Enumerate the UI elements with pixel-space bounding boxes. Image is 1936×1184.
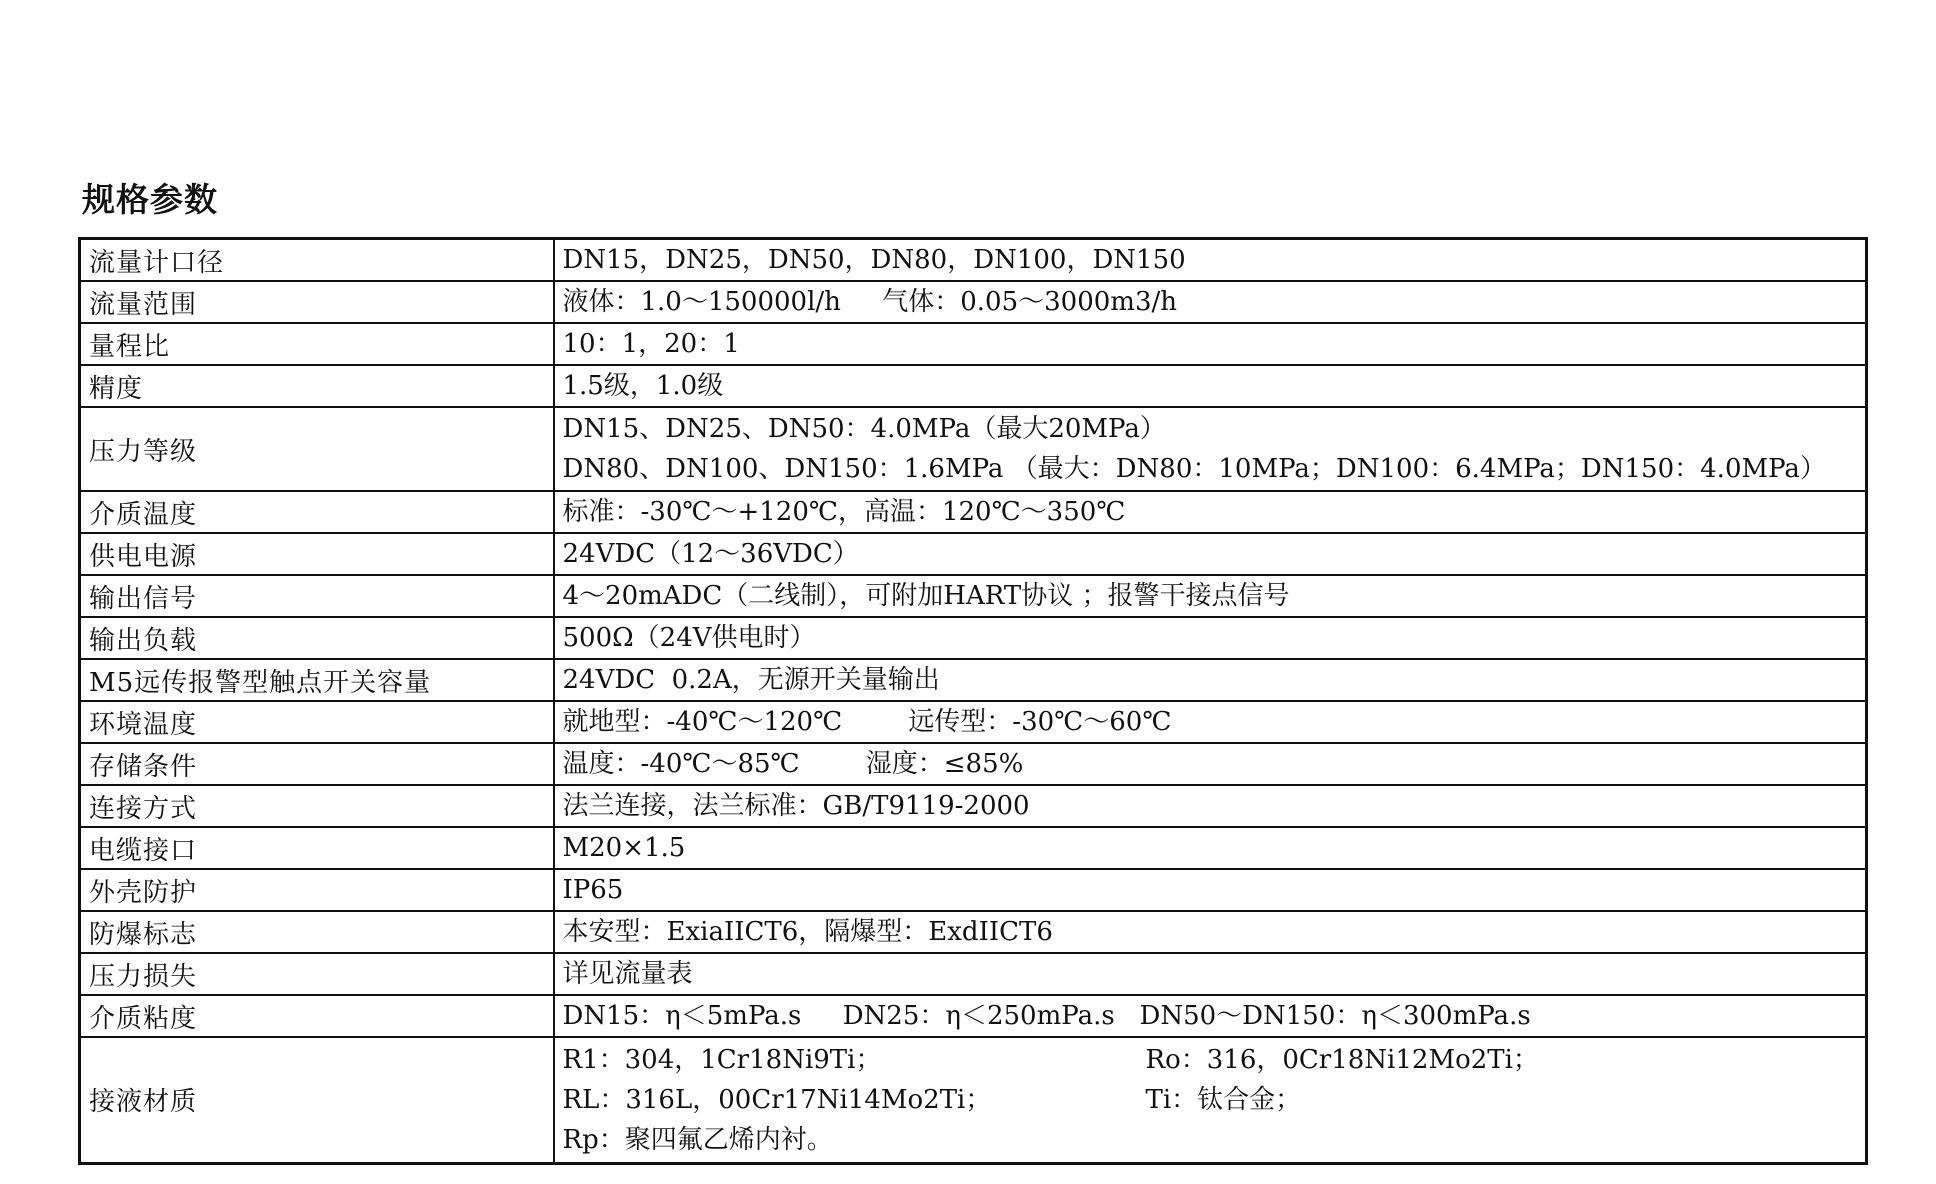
row-label: 流量范围 [80, 281, 554, 323]
table-row [80, 911, 1867, 953]
row-value [554, 491, 1867, 533]
table-row [80, 785, 1867, 827]
row-value [554, 995, 1867, 1037]
value-segment: RL：316L，00Cr17Ni14Mo2Ti； [562, 1084, 992, 1115]
table-row [80, 617, 1867, 659]
row-value [554, 785, 1867, 827]
row-label: 量程比 [80, 323, 554, 365]
row-label: M5远传报警型触点开关容量 [80, 659, 554, 701]
row-value [554, 575, 1867, 617]
table-row [80, 869, 1867, 911]
table-row [80, 575, 1867, 617]
value-line: 本安型：ExiaIICT6，隔爆型：ExdIICT6 [562, 917, 1053, 947]
table-row [80, 323, 1867, 365]
row-value [554, 743, 1867, 785]
table-row [80, 365, 1867, 407]
row-value [554, 953, 1867, 995]
row-value [554, 323, 1867, 365]
table-row [80, 281, 1867, 323]
table-row [80, 533, 1867, 575]
value-line: 详见流量表 [562, 959, 693, 989]
row-label: 接液材质 [80, 1037, 554, 1163]
value-line: 10：1，20：1 [562, 329, 740, 359]
value-line: 1.5级，1.0级 [562, 371, 724, 401]
value-line: 24VDC（12～36VDC） [562, 539, 859, 569]
table-row [80, 953, 1867, 995]
table-row [80, 491, 1867, 533]
row-label: 介质温度 [80, 491, 554, 533]
row-value [554, 1037, 1867, 1163]
value-line: DN80、DN100、DN150：1.6MPa （最大：DN80：10MPa；DN100：6.4MPa；DN150：4.0MPa） [562, 454, 1826, 484]
value-line: 就地型：-40℃～120℃ 远传型：-30℃～60℃ [562, 707, 1172, 737]
value-line: 标准：-30℃～+120℃，高温：120℃～350℃ [562, 497, 1126, 527]
value-line: M20×1.5 [562, 833, 686, 863]
table-row [80, 659, 1867, 701]
row-value [554, 659, 1867, 701]
value-line [563, 1040, 1858, 1080]
row-label: 流量计口径 [80, 239, 554, 282]
table-row [80, 995, 1867, 1037]
table-row [80, 407, 1867, 491]
table-row [80, 701, 1867, 743]
row-label: 存储条件 [80, 743, 554, 785]
row-value [554, 533, 1867, 575]
row-label: 连接方式 [80, 785, 554, 827]
row-value [554, 281, 1867, 323]
value-line: 温度：-40℃～85℃ 湿度：≤85% [562, 749, 1024, 779]
value-line: 4～20mADC（二线制），可附加HART协议 ；报警干接点信号 [562, 581, 1290, 611]
row-value [554, 911, 1867, 953]
row-label: 外壳防护 [80, 869, 554, 911]
table-row [80, 239, 1867, 282]
row-label: 精度 [80, 365, 554, 407]
row-label: 供电电源 [80, 533, 554, 575]
value-line: 500Ω（24V供电时） [562, 623, 816, 653]
value-line: DN15，DN25，DN50，DN80，DN100，DN150 [562, 245, 1186, 275]
row-label: 电缆接口 [80, 827, 554, 869]
value-segment: R1：304，1Cr18Ni9Ti； [562, 1044, 882, 1075]
row-value [554, 869, 1867, 911]
table-row [80, 1037, 1867, 1163]
row-value [554, 617, 1867, 659]
spec-table [78, 237, 1868, 1165]
table-row [80, 743, 1867, 785]
page-title: 规格参数 [82, 180, 218, 219]
value-line [563, 1120, 1858, 1160]
value-line: 液体：1.0～150000l/h 气体：0.05～3000m3/h [562, 287, 1178, 317]
row-label: 压力损失 [80, 953, 554, 995]
row-label: 输出信号 [80, 575, 554, 617]
value-segment: Ro：316，0Cr18Ni12Mo2Ti； [1145, 1044, 1539, 1075]
value-segment: Ti：钛合金； [1145, 1084, 1302, 1115]
row-label: 输出负载 [80, 617, 554, 659]
row-label: 环境温度 [80, 701, 554, 743]
row-value [554, 407, 1867, 491]
row-value [554, 701, 1867, 743]
value-segment: Rp：聚四氟乙烯内衬。 [562, 1124, 833, 1155]
value-line [563, 1080, 1858, 1120]
table-row [80, 827, 1867, 869]
value-line: DN15：η＜5mPa.s DN25：η＜250mPa.s DN50～DN150：η＜300mPa.s [562, 1001, 1531, 1031]
row-value [554, 827, 1867, 869]
row-value [554, 365, 1867, 407]
value-line: 法兰连接，法兰标准：GB/T9119-2000 [562, 791, 1030, 821]
value-line: 24VDC 0.2A，无源开关量输出 [562, 665, 940, 695]
value-line: IP65 [562, 875, 624, 905]
value-line: DN15、DN25、DN50：4.0MPa（最大20MPa） [562, 414, 1166, 444]
row-label: 防爆标志 [80, 911, 554, 953]
row-label: 介质粘度 [80, 995, 554, 1037]
row-value [554, 239, 1867, 282]
row-label: 压力等级 [80, 407, 554, 491]
